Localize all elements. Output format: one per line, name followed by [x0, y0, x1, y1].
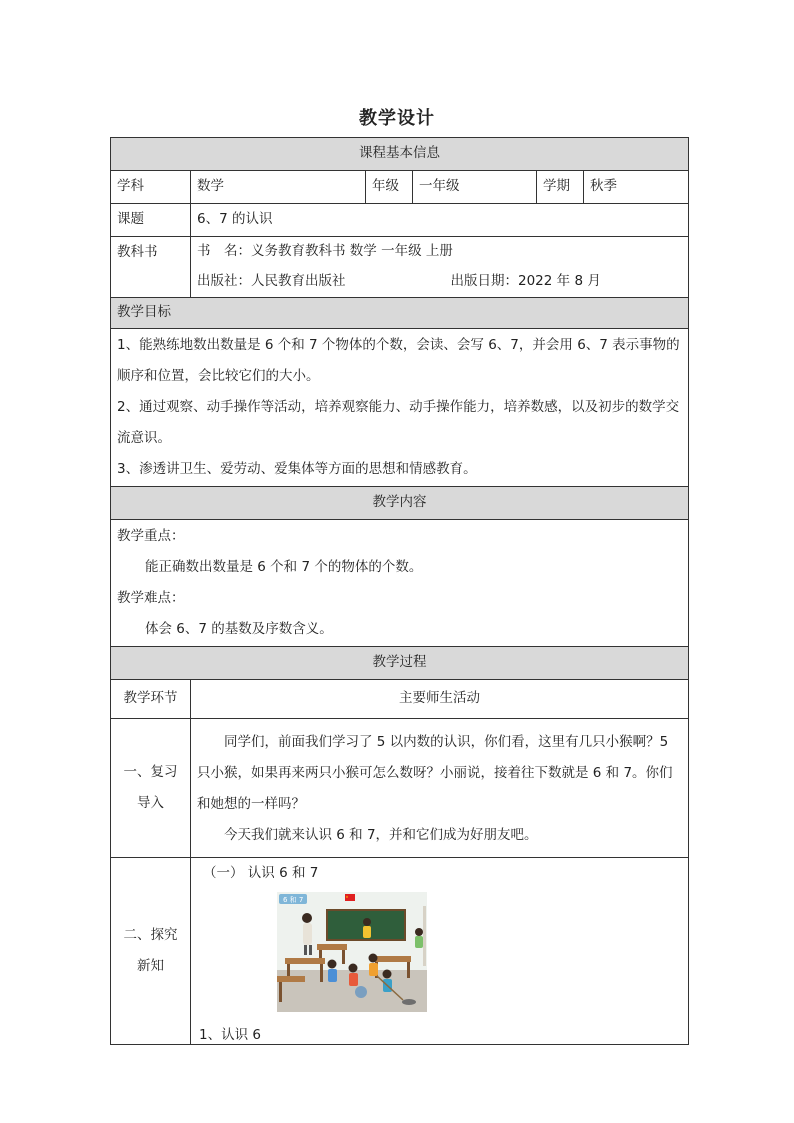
difficulty-text: 体会 6、7 的基数及序数含义。 — [145, 621, 333, 637]
review-paragraph: 同学们，前面我们学习了 5 以内数的认识，你们看，这里有几只小猴啊？5 只小猴，如果再来两只小猴可怎么数呀？小丽说，接着往下数就是 6 和 7。你们和她想的一样吗？ — [197, 734, 673, 812]
grade-label: 年级 — [366, 171, 413, 204]
subject-label: 学科 — [111, 171, 191, 204]
stage-review-label: 一、复习导入 — [111, 719, 191, 858]
content-body — [111, 520, 689, 647]
grade-value: 一年级 — [413, 171, 537, 204]
stage-review-activity — [191, 719, 689, 858]
book-name: 书 名：义务教育教科书 数学 一年级 上册 — [197, 243, 453, 260]
publisher: 出版社：人民教育出版社 — [197, 273, 346, 290]
goals-list — [111, 329, 689, 487]
difficulty-label: 教学难点： — [117, 590, 185, 606]
classroom-cleaning-illustration — [277, 892, 427, 1012]
subject-value: 数学 — [191, 171, 366, 204]
goal-item: 1、能熟练地数出数量是 6 个和 7 个物体的个数，会读、会写 6、7，并会用 6、7 表示事物的顺序和位置，会比较它们的大小。 — [117, 337, 680, 384]
activity-column-header: 主要师生活动 — [191, 680, 689, 719]
key-point-text: 能正确数出数量是 6 个和 7 个的物体的个数。 — [145, 559, 423, 575]
textbook-info — [191, 237, 689, 298]
topic-value: 6、7 的认识 — [191, 204, 689, 237]
stage-explore-label: 二、探究新知 — [111, 858, 191, 1045]
topic-label: 课题 — [111, 204, 191, 237]
textbook-label: 教科书 — [111, 237, 191, 298]
publisher-line — [197, 267, 682, 297]
term-label: 学期 — [537, 171, 584, 204]
key-point-label: 教学重点： — [117, 528, 185, 544]
pub-date: 出版日期：2022 年 8 月 — [450, 273, 601, 290]
stage-column-header: 教学环节 — [111, 680, 191, 719]
picture-tag: 6 和 7 — [283, 896, 304, 904]
goal-item: 2、通过观察、动手操作等活动，培养观察能力、动手操作能力，培养数感，以及初步的数学交流意识。 — [117, 399, 680, 446]
stage-explore-activity — [191, 858, 689, 1045]
content-header: 教学内容 — [111, 487, 689, 520]
classroom-illustration — [277, 892, 427, 1012]
process-header: 教学过程 — [111, 647, 689, 680]
goals-header: 教学目标 — [111, 298, 689, 329]
lesson-plan-table — [110, 137, 689, 1045]
goal-item: 3、渗透讲卫生、爱劳动、爱集体等方面的思想和情感教育。 — [117, 461, 477, 477]
term-value: 秋季 — [584, 171, 689, 204]
review-paragraph: 今天我们就来认识 6 和 7，并和它们成为好朋友吧。 — [224, 827, 538, 843]
explore-subtitle: （一） 认识 6 和 7 — [203, 865, 319, 881]
basic-info-header: 课程基本信息 — [111, 138, 689, 171]
page-title: 教学设计 — [359, 108, 435, 129]
explore-item: 1、认识 6 — [199, 1027, 261, 1043]
